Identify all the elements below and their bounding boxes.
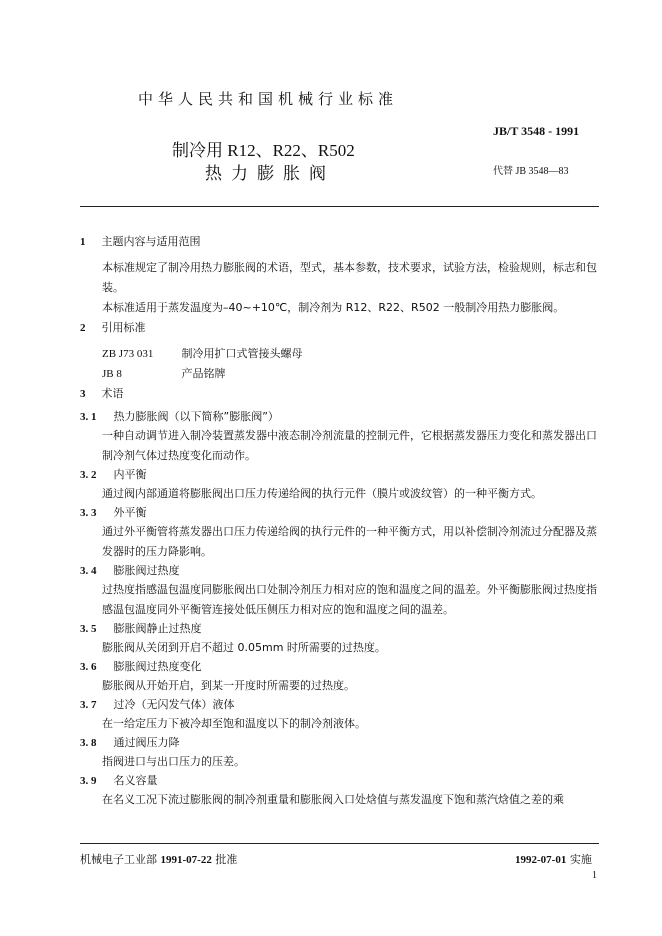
paragraph-applicability: 本标准适用于蒸发温度为–40~+10℃，制冷剂为 R12、R22、R502 一般制冷用热力膨胀阀。 — [102, 301, 565, 314]
term-number: 3. 7 — [80, 699, 97, 711]
term-title: 外平衡 — [113, 506, 147, 519]
issuer: 机械电子工业部 — [80, 853, 157, 866]
reference-item — [80, 364, 599, 384]
term-number: 3. 2 — [80, 469, 97, 481]
term-definition: 一种自动调节进入制冷装置蒸发器中液态制冷剂流量的控制元件，它根据蒸发器压力变化和蒸发器出口制冷剂气体过热度变化而动作。 — [102, 429, 597, 462]
term-heading — [80, 696, 599, 714]
term-title: 热力膨胀阀（以下简称”膨胀阀”） — [113, 410, 279, 423]
page-number: 1 — [592, 870, 597, 881]
term-definition: 通过阀内部通道将膨胀阀出口压力传递给阀的执行元件（膜片或波纹管）的一种平衡方式。 — [102, 487, 542, 500]
term-heading — [80, 408, 599, 426]
term-number: 3. 8 — [80, 737, 97, 749]
term-definition: 过热度指感温包温度同膨胀阀出口处制冷剂压力相对应的饱和温度之间的温差。外平衡膨胀阀过热度指感温包温度同外平衡管连接处低压侧压力相对应的饱和温度之间的温差。 — [102, 583, 597, 616]
term-heading — [80, 772, 599, 790]
term-heading — [80, 504, 599, 522]
footer-divider — [80, 843, 599, 844]
reference-name: 制冷用扩口式管接头螺母 — [181, 347, 303, 360]
term-title: 膨胀阀静止过热度 — [113, 622, 202, 635]
term-definition: 通过外平衡管将蒸发器出口压力传递给阀的执行元件的一种平衡方式，用以补偿制冷剂流过分配器及蒸发器时的压力降影响。 — [102, 525, 597, 558]
implementation-line — [515, 851, 592, 867]
reference-item — [80, 344, 599, 364]
reference-code: ZB J73 031 — [102, 348, 154, 360]
term-definition: 膨胀阀从开始开启，到某一开度时所需要的过热度。 — [102, 679, 355, 692]
implementation-date: 1992-07-01 — [515, 854, 567, 866]
term-number: 3. 9 — [80, 775, 97, 787]
standard-number: JB/T 3548 - 1991 — [493, 124, 580, 138]
approval-line — [80, 851, 237, 867]
paragraph-scope: 本标准规定了制冷用热力膨胀阀的术语，型式，基本参数，技术要求，试验方法，检验规则，标志和包装。 — [102, 261, 597, 294]
term-title: 膨胀阀过热度 — [113, 564, 180, 577]
section-title: 主题内容与适用范围 — [101, 235, 201, 248]
term-definition: 膨胀阀从关闭到开启不超过 0.05mm 时所需要的过热度。 — [102, 641, 386, 654]
term-title: 通过阀压力降 — [113, 736, 180, 749]
section-title: 术语 — [101, 387, 124, 400]
implementation-label: 实施 — [569, 853, 592, 866]
term-title: 膨胀阀过热度变化 — [113, 660, 202, 673]
term-number: 3. 5 — [80, 623, 97, 635]
approval-date: 1991-07-22 — [160, 854, 212, 866]
reference-code: JB 8 — [102, 368, 122, 380]
section-heading-2 — [80, 318, 599, 338]
issuing-body-title: 中华人民共和国机械行业标准 — [138, 90, 399, 108]
term-number: 3. 4 — [80, 565, 97, 577]
term-definition: 指阀进口与出口压力的压差。 — [102, 755, 245, 768]
section-number: 2 — [80, 322, 86, 334]
document-body — [80, 232, 599, 810]
term-number: 3. 3 — [80, 507, 97, 519]
section-heading-3 — [80, 384, 599, 404]
term-heading — [80, 734, 599, 752]
section-title: 引用标准 — [101, 321, 146, 334]
term-heading — [80, 562, 599, 580]
term-heading — [80, 466, 599, 484]
term-title: 名义容量 — [113, 774, 158, 787]
section-heading-1 — [80, 232, 599, 252]
replaces-standard: 代替 JB 3548—83 — [493, 166, 569, 177]
section-number: 3 — [80, 388, 86, 400]
document-title-line2: 热力膨胀阀 — [205, 164, 335, 184]
section-number: 1 — [80, 236, 86, 248]
approval-label: 批准 — [215, 853, 238, 866]
term-heading — [80, 620, 599, 638]
term-definition: 在一给定压力下被冷却至饱和温度以下的制冷剂液体。 — [102, 717, 366, 730]
term-title: 内平衡 — [113, 468, 147, 481]
term-number: 3. 1 — [80, 411, 97, 423]
term-heading — [80, 658, 599, 676]
term-definition: 在名义工况下流过膨胀阀的制冷剂重量和膨胀阀入口处焓值与蒸发温度下饱和蒸汽焓值之差的乘 — [102, 793, 564, 806]
header-divider — [80, 206, 599, 207]
term-title: 过冷（无闪发气体）液体 — [113, 698, 235, 711]
document-title-line1: 制冷用 R12、R22、R502 — [172, 141, 355, 160]
reference-name: 产品铭牌 — [181, 367, 226, 380]
term-number: 3. 6 — [80, 661, 97, 673]
